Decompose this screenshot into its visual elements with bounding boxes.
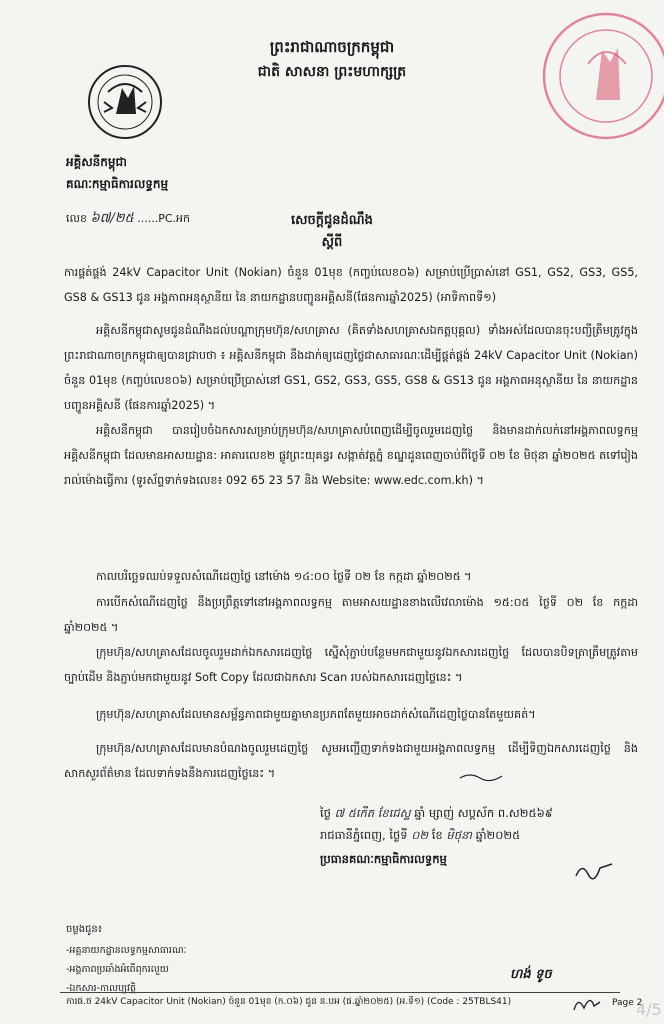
procurement-committee: គណៈកម្មាធិការលទ្ធកម្ម — [66, 177, 169, 191]
footer-initial-icon — [572, 992, 602, 1014]
month-label: ខែ — [431, 828, 443, 842]
day-handwritten: ០២ — [411, 828, 429, 842]
signer-name: ហង់ ទូច — [510, 967, 552, 982]
reference-suffix: ......PC.អក — [137, 212, 191, 225]
organization-name: អគ្គិសនីកម្ពុជា — [66, 155, 127, 169]
paragraph-soft-copy: ក្រុមហ៊ុន/សហគ្រាសដែលចូលរួមដាក់ឯកសារដេញថ្លៃ ស្នើសុំភ្ជាប់បន្ថែមមកជាមួយនូវឯកសារដេញថ្លៃ ដែលបានបិទត្រាត្រឹមត្រូវតាមច្បាប់ដើម និងភ្ជាប់មកជាមួយនូវ Soft Copy ដែលជាឯកសារ Scan របស់ឯកសារដេញថ្លៃនេះ ។ — [64, 646, 638, 684]
initial-signature-icon — [574, 860, 614, 880]
notice-subtitle: ស្តីពី — [321, 235, 343, 250]
paragraph-contact: ក្រុមហ៊ុន/សហគ្រាសដែលមានបំណងចូលរួមដេញថ្លៃ សូមអញ្ជើញទាក់ទងជាមួយអង្គភាពលទ្ធកម្ម ដើម្បីទិញឯកសារដេញថ្លៃ និងសាកសួរព័ត៌មាន ដែលទាក់ទងនឹងការដេញថ្លៃនេះ ។ — [64, 742, 638, 780]
nation-religion-king: ជាតិ សាសនា ព្រះមហាក្សត្រ — [257, 64, 407, 80]
paragraph-deadline: កាលបរិច្ឆេទឈប់ទទួលសំណើដេញថ្លៃ នៅម៉ោង ១៤:០០ ថ្ងៃទី ០២ ខែ កក្កដា ឆ្នាំ២០២៥ ។ — [96, 570, 472, 583]
reference-prefix: លេខ — [66, 212, 87, 225]
footer-reference: ការផ.ថ 24kV Capacitor Unit (Nokian) ចំនួន 01មុខ (ក.០៦) ជូន ន.បអ (ផ.ឆ្នាំ២០២៥) (អ.ទី១) (Code : 25TBLS41) — [66, 997, 512, 1007]
year-label: ឆ្នាំ២០២៥ — [475, 828, 521, 842]
kingdom-motto: ព្រះរាជាណាចក្រកម្ពុជា — [269, 38, 395, 56]
lunar-handwritten: ៧ ៥កើត ខែជេស្ឋ — [334, 806, 411, 820]
paragraph-announcement: អគ្គិសនីកម្ពុជាសូមជូនដំណឹងដល់បណ្តាក្រុមហ៊ុន/សហគ្រាស (គិតទាំងសហគ្រាសឯកត្តបុគ្គល) ទាំងអស់ដែលបានចុះបញ្ជីត្រឹមត្រូវក្នុងព្រះរាជាណាចក្រកម្ពុជាឲ្យបានជ្រាបថា ៖ អគ្គិសនីកម្ពុជា នឹងដាក់ឲ្យដេញថ្លៃជាសាធារណៈដើម្បីផ្គត់ផ្គង់ 24kV Capacitor Unit (Nokian) ចំនួន 01មុខ (កញ្ចប់លេខ០៦) សម្រាប់ប្រើប្រាស់នៅ GS1, GS2, GS3, GS5, GS8 & GS13 ជូន អង្គភាពអនុស្ថានីយ នៃ នាយកដ្ឋានបញ្ជូនអគ្គិសនី (ផែនការឆ្នាំ2025) ។ — [64, 324, 638, 412]
edc-logo — [78, 62, 172, 146]
sheet-marker: 4/5 — [636, 1000, 662, 1019]
signatory-title: ប្រធានគណៈកម្មាធិការលទ្ធកម្ម — [320, 852, 447, 866]
edc-emblem-icon — [78, 62, 172, 146]
red-seal-stamp — [532, 4, 664, 154]
reference-handwritten-number: ៦៧/២៥ — [90, 211, 134, 226]
copy-to-item: -អគ្គនាយកដ្ឋានលទ្ធកម្មសាធារណៈ — [66, 945, 187, 956]
lunar-prefix: ថ្ងៃ — [320, 806, 331, 820]
month-handwritten: មិថុនា — [446, 828, 472, 842]
copy-to-item: -អង្គភាពប្រឆាំងអំពើពុករលួយ — [66, 964, 169, 975]
notice-subject: ការផ្គត់ផ្គង់ 24kV Capacitor Unit (Nokian) ចំនួន 01មុខ (កញ្ចប់លេខ០៦) សម្រាប់ប្រើប្រាស់នៅ GS1, GS2, GS3, GS5, GS8 & GS13 ជូន អង្គភាពអនុស្ថានីយ នៃ នាយកដ្ឋានបញ្ជូនអគ្គិសនី(ផែនការឆ្នាំ2025) (អាទិភាពទី១) — [64, 266, 638, 304]
place-date — [320, 828, 640, 845]
footer-divider — [60, 992, 620, 993]
copy-to-list — [66, 920, 186, 998]
place-prefix: រាជធានីភ្នំពេញ, ថ្ងៃទី — [320, 828, 408, 842]
notice-title: សេចក្តីជូនដំណឹង — [291, 213, 373, 228]
handwritten-mark-icon — [458, 770, 504, 782]
paragraph-documents: អគ្គិសនីកម្ពុជា បានរៀបចំឯកសារសម្រាប់ក្រុមហ៊ុន/សហគ្រាសបំពេញដើម្បីចូលរួមដេញថ្លៃ និងមានដាក់លក់នៅអង្គភាពលទ្ធកម្មអគ្គិសនីកម្ពុជា ដែលមានអាសយដ្ឋាន: អាគារលេខ២ ផ្លូវព្រះយុគន្ធរ សង្កាត់វត្តភ្នំ ខណ្ឌដូនពេញចាប់ពីថ្ងៃទី ០២ ខែ មិថុនា ឆ្នាំ២០២៥ តទៅរៀងរាល់ម៉ោងធ្វើការ (ទូរស័ព្ទទាក់ទងលេខ៖ 092 65 23 57 និង Website: www.edc.com.kh) ។ — [64, 424, 638, 487]
paragraph-single-bid: ក្រុមហ៊ុន/សហគ្រាសដែលមានសម្ព័ន្ធភាពជាមួយគ្នាមានប្រភពតែមួយអាចដាក់សំណើដេញថ្លៃបានតែមួយគត់។ — [96, 708, 536, 721]
copy-to-title: ចម្លងជូន៖ — [66, 924, 103, 935]
seal-icon — [532, 4, 664, 154]
lunar-suffix: ឆ្នាំ ម្សាញ់ សប្តស័ក ព.ស២៥៦៩ — [414, 806, 553, 820]
page-number: Page 2 — [612, 998, 643, 1008]
copy-to-item: -ឯកសារ-កាលប្បវត្តិ — [66, 983, 136, 994]
lunar-date — [320, 806, 640, 823]
paragraph-opening: ការបើកសំណើដេញថ្លៃ នឹងប្រព្រឹត្តទៅនៅអង្គភាពលទ្ធកម្ម តាមអាសយដ្ឋានខាងលើវេលាម៉ោង ១៥:០៥ ថ្ងៃទី ០២ ខែ កក្កដា ឆ្នាំ២០២៥ ។ — [64, 596, 638, 634]
